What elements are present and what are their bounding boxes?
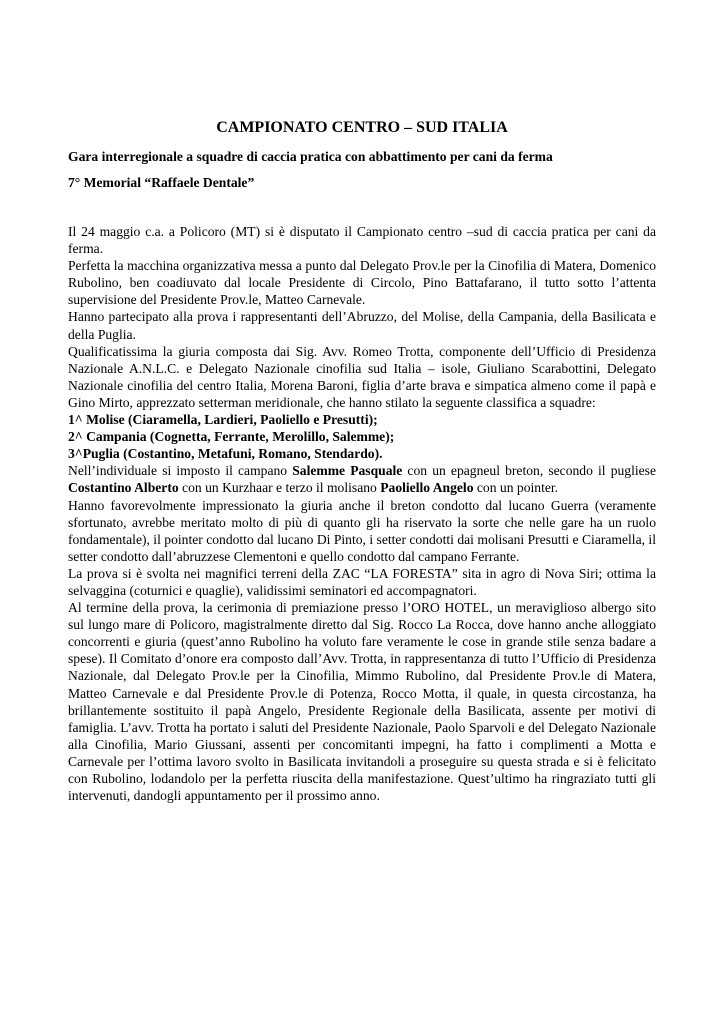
paragraph-organization: Perfetta la macchina organizzativa messa a punto dal Delegato Prov.le per la Cinofilia di Matera, Domenico Rubolino, ben coadiuvato dal locale Presidente di Circolo, Pino Battafarano, il tutto sotto l’attenta supervisione del Presidente Prov.le, Matteo Carnevale. (68, 258, 656, 308)
paragraph-terrain: La prova si è svolta nei magnifici terreni della ZAC “LA FORESTA” sita in agro di Nova Siri; ottima la selvaggina (coturnici e quaglie), validissimi seminatori ed accompagnatori. (68, 565, 656, 598)
paragraph-ceremony: Al termine della prova, la cerimonia di premiazione presso l’ORO HOTEL, un meraviglioso albergo sito sul lungo mare di Policoro, magistralmente diretto dal Sig. Rocco La Rocca, dove hanno anche alloggiato concorrenti e giuria (quest’anno Rubolino ha voluto fare veramente le cose in grande stile senza badare a spese). Il Comitato d’onore era composto dall’Avv. Trotta, in rappresentanza di tutto l’Ufficio di Presidenza Nazionale, dal Delegato Prov.le per la Cinofilia, Mimmo Rubolino, dal Presidente Prov.le di Matera, Matteo Carnevale e dal Presidente Prov.le di Potenza, Rocco Motta, il quale, in questa circostanza, ha brillantemente sostituito il papà Angelo, Presidente Regionale della Basilicata, assente per motivi di famiglia. L’avv. Trotta ha portato i saluti del Presidente Nazionale, Paolo Sparvoli e del Delegato Nazionale alla Cinofilia, Mario Giussani, assenti per concomitanti impegni, ha fatto i complimenti a Motta e Carnevale per l’ottima lavoro svolto in Basilicata invitandoli a proseguire su questa strada e si è felicitato con Rubolino, lodandolo per la perfetta riuscita della manifestazione. Quest’ultimo ha ringraziato tutti gli intervenuti, dandogli appuntamento per il prossimo anno. (68, 600, 656, 804)
text-segment: con un epagneul breton, secondo il pugliese (402, 463, 656, 479)
standing-third: 3^Puglia (Costantino, Metafuni, Romano, Stendardo). (68, 446, 383, 462)
page-title: CAMPIONATO CENTRO – SUD ITALIA (216, 119, 508, 136)
text-segment: con un pointer. (473, 480, 559, 496)
standing-first: 1^ Molise (Ciaramella, Lardieri, Paoliello e Presutti); (68, 412, 378, 428)
winner-third: Paoliello Angelo (380, 480, 474, 496)
document-page (68, 118, 656, 804)
paragraph-jury: Qualificatissima la giuria composta dai Sig. Avv. Romeo Trotta, componente dell’Ufficio di Presidenza Nazionale A.N.L.C. e Delegato Nazionale cinofilia sud Italia – isole, Giuliano Scarabottini, Delegato Nazionale cinofilia del centro Italia, Morena Baroni, figlia d’arte brava e simpatica almeno come il papà e Gino Mirto, apprezzato setterman meridionale, che hanno stilato la seguente classifica a squadre: (68, 343, 656, 410)
paragraph-participants: Hanno partecipato alla prova i rappresentanti dell’Abruzzo, del Molise, della Campania, della Basilicata e della Puglia. (68, 309, 656, 342)
article-body (68, 223, 656, 804)
standing-second: 2^ Campania (Cognetta, Ferrante, Merolillo, Salemme); (68, 429, 395, 445)
winner-second: Costantino Alberto (68, 480, 179, 496)
page-subtitle: Gara interregionale a squadre di caccia pratica con abbattimento per cani da ferma (68, 149, 553, 164)
memorial-heading: 7° Memorial “Raffaele Dentale” (68, 175, 255, 190)
paragraph-impressions: Hanno favorevolmente impressionato la giuria anche il breton condotto dal lucano Guerra (veramente sfortunato, avrebbe meritato molto di più di quanto gli ha riservato la sorte che nelle gare ha un ruolo fondamentale), il pointer condotto dal lucano Di Pinto, i setter condotti dai molisani Presutti e Ciaramella, il setter condotto dall’abruzzese Clementoni e quello condotto dal campano Ferrante. (68, 497, 656, 564)
team-standings (68, 411, 656, 462)
text-segment: Nell’individuale si imposto il campano (68, 463, 293, 479)
paragraph-date: Il 24 maggio c.a. a Policoro (MT) si è disputato il Campionato centro –sud di caccia pratica per cani da ferma. (68, 224, 656, 257)
winner-first: Salemme Pasquale (292, 463, 403, 479)
text-segment: con un Kurzhaar e terzo il molisano (178, 480, 381, 496)
paragraph-individual (68, 462, 656, 496)
